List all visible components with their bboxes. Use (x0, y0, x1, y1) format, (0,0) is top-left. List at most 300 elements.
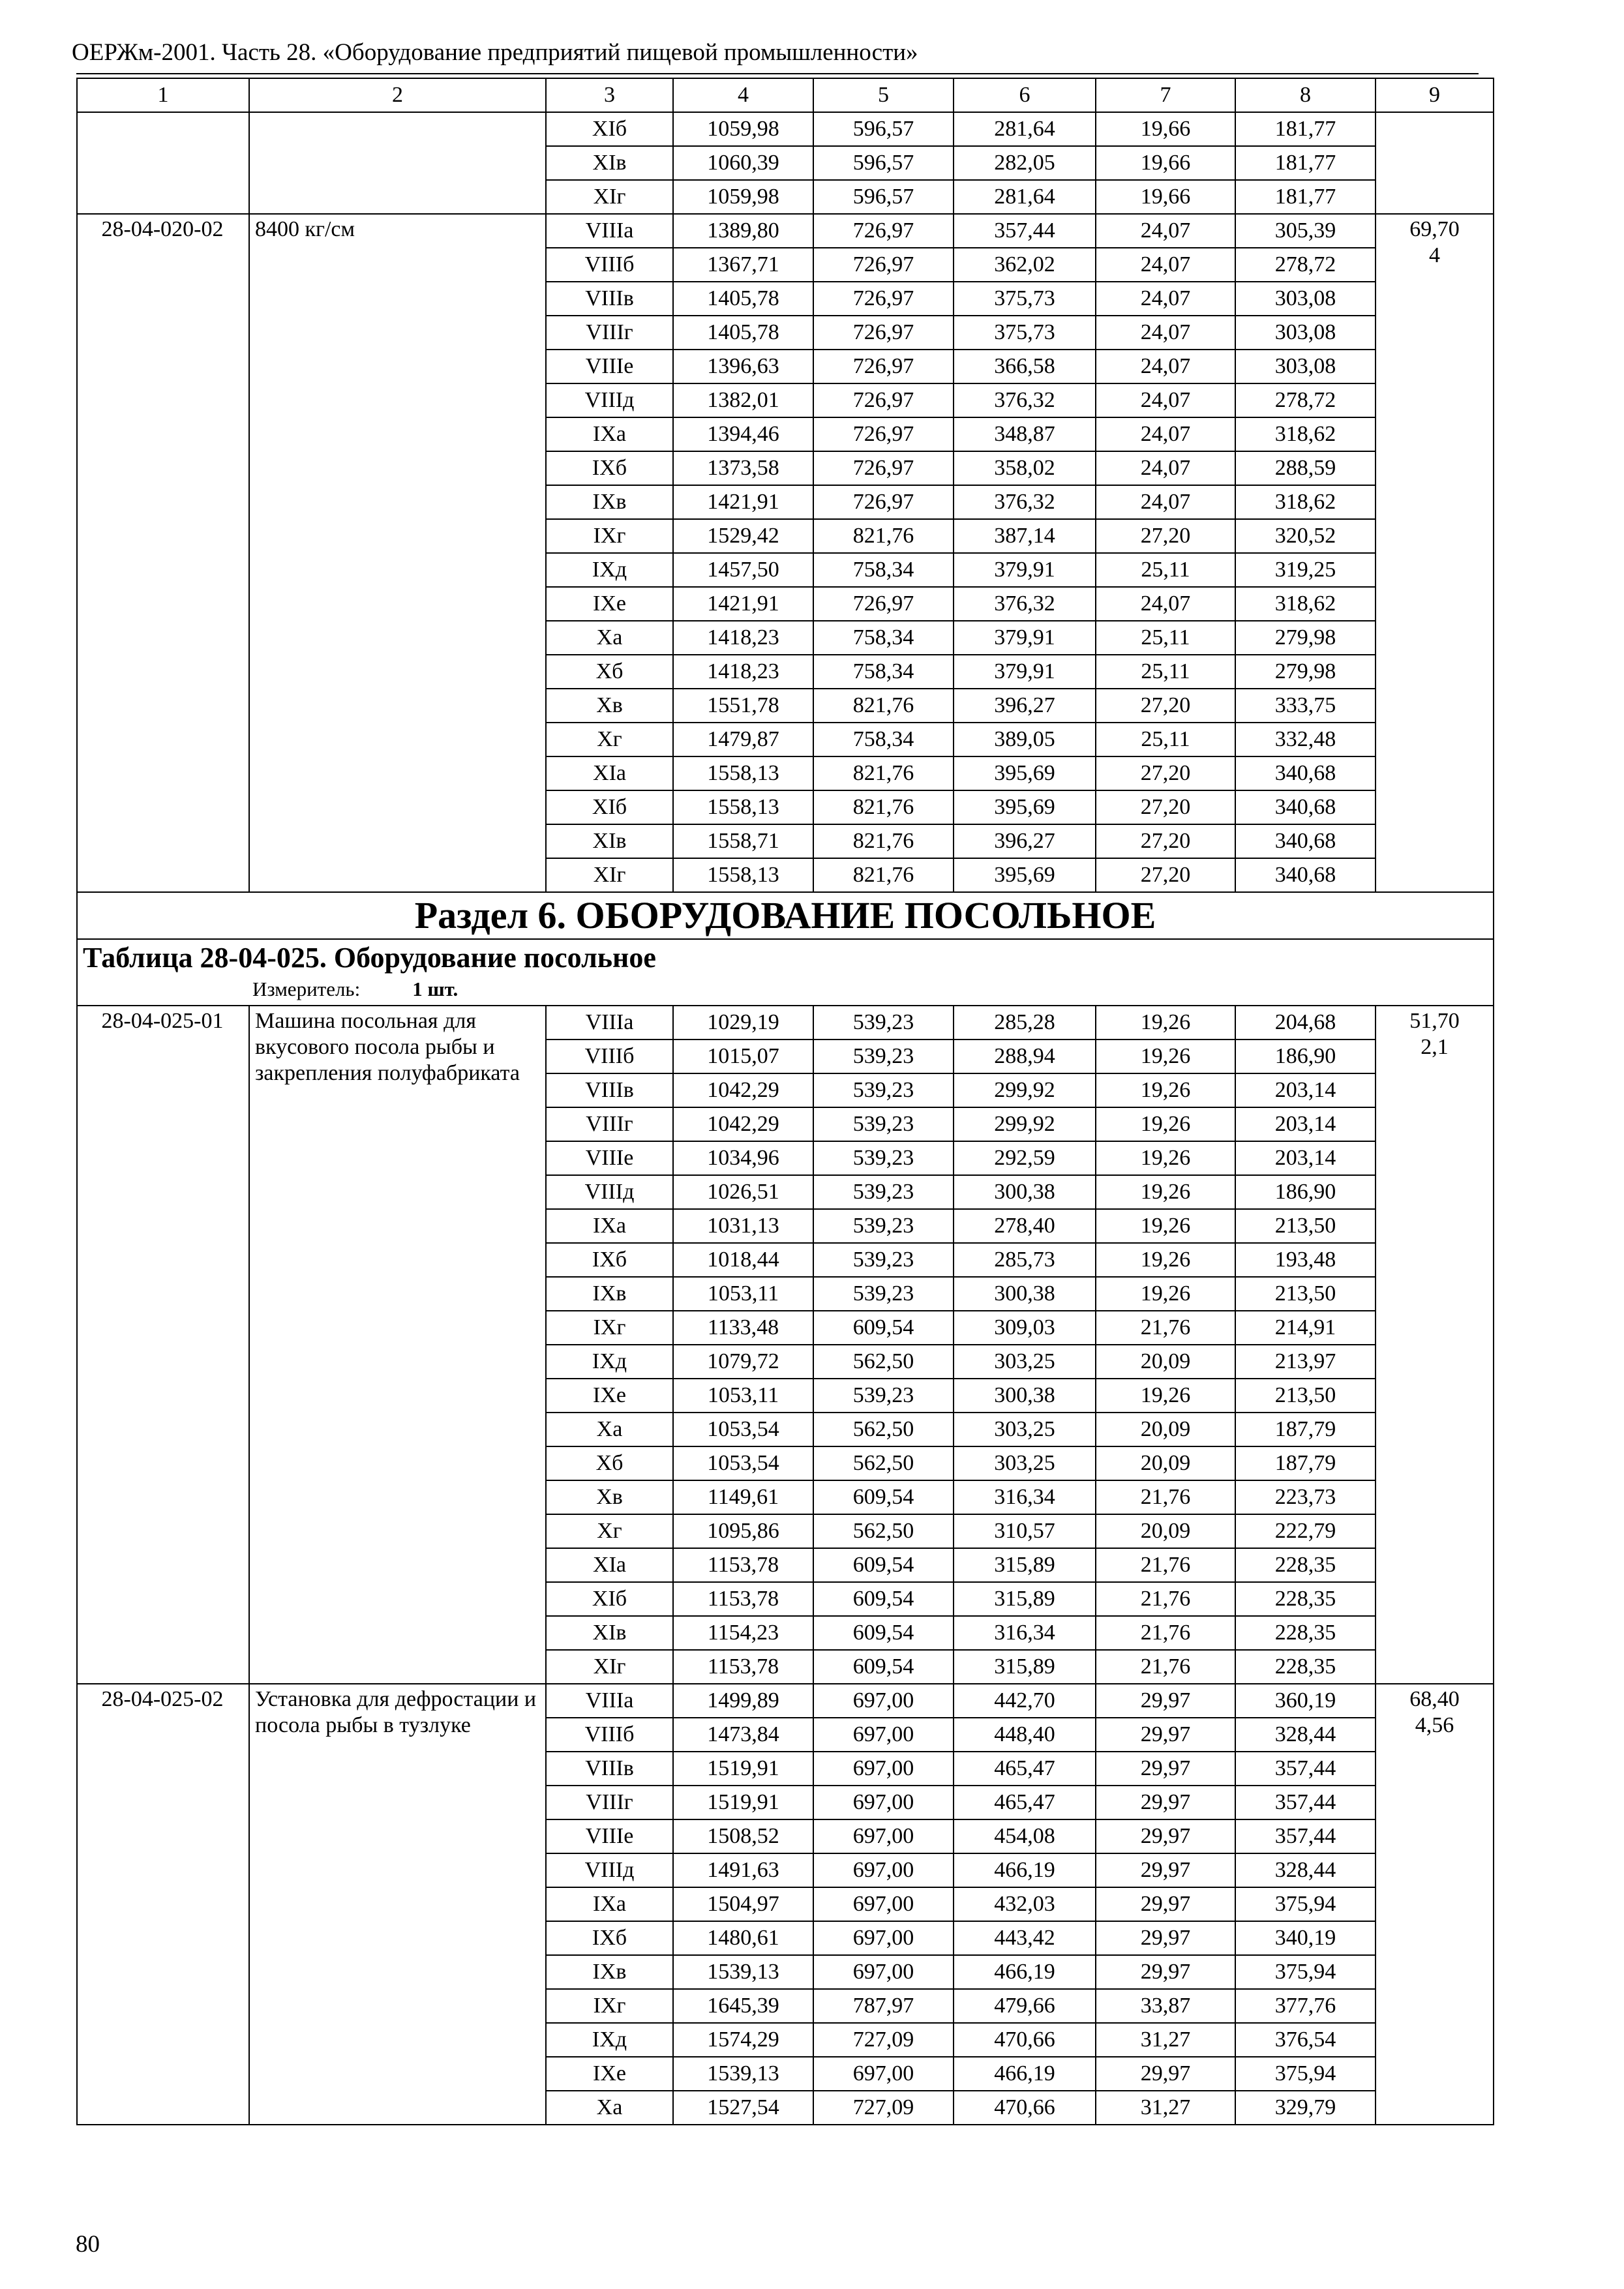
materials-cost: 213,50 (1235, 1379, 1376, 1413)
machinist-wage: 25,11 (1096, 723, 1235, 756)
total-cost: 1053,54 (673, 1446, 813, 1480)
machine-cost: 300,38 (954, 1379, 1096, 1413)
total-cost: 1394,46 (673, 417, 813, 451)
labor-cost: 596,57 (813, 112, 954, 146)
labor-hours: 68,40 (1409, 1687, 1460, 1711)
total-cost: 1026,51 (673, 1175, 813, 1209)
region-code: IXд (546, 1345, 673, 1379)
total-cost: 1042,29 (673, 1107, 813, 1141)
total-cost: 1154,23 (673, 1616, 813, 1650)
labor-cost: 609,54 (813, 1650, 954, 1684)
machinist-wage: 27,20 (1096, 824, 1235, 858)
region-code: Xв (546, 689, 673, 723)
column-number: 3 (546, 78, 673, 112)
materials-cost: 377,76 (1235, 1989, 1376, 2023)
machinist-wage: 21,76 (1096, 1616, 1235, 1650)
total-cost: 1031,13 (673, 1209, 813, 1243)
labor-cost: 726,97 (813, 383, 954, 417)
machinist-wage: 29,97 (1096, 1752, 1235, 1786)
machine-cost: 281,64 (954, 112, 1096, 146)
region-code: IXе (546, 2057, 673, 2091)
region-code: VIIIв (546, 282, 673, 316)
machine-cost: 379,91 (954, 621, 1096, 655)
machine-cost: 362,02 (954, 248, 1096, 282)
machine-cost: 466,19 (954, 1853, 1096, 1887)
table-body (77, 78, 1494, 2125)
materials-cost: 340,68 (1235, 790, 1376, 824)
region-code: IXб (546, 1243, 673, 1277)
materials-cost: 214,91 (1235, 1311, 1376, 1345)
labor-cost: 539,23 (813, 1107, 954, 1141)
region-code: XIг (546, 858, 673, 892)
labor-cost: 697,00 (813, 1718, 954, 1752)
total-cost: 1095,86 (673, 1514, 813, 1548)
labor-cost: 726,97 (813, 248, 954, 282)
materials-cost: 340,68 (1235, 858, 1376, 892)
machine-cost: 470,66 (954, 2091, 1096, 2125)
region-code: IXг (546, 1311, 673, 1345)
materials-cost: 357,44 (1235, 1786, 1376, 1819)
labor-cost: 821,76 (813, 858, 954, 892)
region-code: VIIIа (546, 1006, 673, 1040)
machine-cost: 479,66 (954, 1989, 1096, 2023)
machinist-wage: 24,07 (1096, 485, 1235, 519)
region-code: IXа (546, 1209, 673, 1243)
materials-cost: 228,35 (1235, 1616, 1376, 1650)
region-code: XIг (546, 180, 673, 214)
materials-cost: 318,62 (1235, 485, 1376, 519)
machinist-wage: 19,26 (1096, 1141, 1235, 1175)
region-code: VIIIд (546, 1853, 673, 1887)
materials-cost: 203,14 (1235, 1107, 1376, 1141)
region-code: VIIIа (546, 1684, 673, 1718)
total-cost: 1373,58 (673, 451, 813, 485)
machine-hours: 4,56 (1415, 1713, 1454, 1737)
labor-cost: 609,54 (813, 1480, 954, 1514)
materials-cost: 223,73 (1235, 1480, 1376, 1514)
machine-cost: 288,94 (954, 1040, 1096, 1073)
machinist-wage: 21,76 (1096, 1650, 1235, 1684)
labor-cost: 539,23 (813, 1379, 954, 1413)
region-code: IXд (546, 2023, 673, 2057)
machine-cost: 303,25 (954, 1413, 1096, 1446)
labor-cost: 726,97 (813, 316, 954, 350)
machine-cost: 315,89 (954, 1548, 1096, 1582)
labor-cost: 726,97 (813, 417, 954, 451)
region-code: IXе (546, 587, 673, 621)
materials-cost: 328,44 (1235, 1853, 1376, 1887)
machine-cost: 278,40 (954, 1209, 1096, 1243)
machine-cost: 465,47 (954, 1786, 1096, 1819)
machinist-wage: 31,27 (1096, 2023, 1235, 2057)
machine-hours: 2,1 (1421, 1035, 1449, 1059)
column-number: 1 (77, 78, 249, 112)
labor-cost: 539,23 (813, 1141, 954, 1175)
labor-cost: 697,00 (813, 1819, 954, 1853)
region-code: VIIIа (546, 214, 673, 248)
item-code: 28-04-025-01 (77, 1006, 249, 1684)
materials-cost: 332,48 (1235, 723, 1376, 756)
total-cost: 1133,48 (673, 1311, 813, 1345)
materials-cost: 228,35 (1235, 1650, 1376, 1684)
region-code: VIIIг (546, 1107, 673, 1141)
machine-cost: 396,27 (954, 824, 1096, 858)
machinist-wage: 19,26 (1096, 1006, 1235, 1040)
total-cost: 1153,78 (673, 1582, 813, 1616)
materials-cost: 193,48 (1235, 1243, 1376, 1277)
labor-cost: 697,00 (813, 2057, 954, 2091)
column-number: 4 (673, 78, 813, 112)
region-code: VIIIе (546, 1819, 673, 1853)
labor-cost: 821,76 (813, 689, 954, 723)
labor-cost: 821,76 (813, 790, 954, 824)
labor-cost: 821,76 (813, 756, 954, 790)
materials-cost: 222,79 (1235, 1514, 1376, 1548)
region-code: IXб (546, 1921, 673, 1955)
machinist-wage: 29,97 (1096, 2057, 1235, 2091)
materials-cost: 213,50 (1235, 1209, 1376, 1243)
machinist-wage: 19,26 (1096, 1209, 1235, 1243)
total-cost: 1519,91 (673, 1786, 813, 1819)
materials-cost: 213,97 (1235, 1345, 1376, 1379)
labor-cost: 539,23 (813, 1040, 954, 1073)
machinist-wage: 20,09 (1096, 1413, 1235, 1446)
machinist-wage: 29,97 (1096, 1921, 1235, 1955)
machinist-wage: 24,07 (1096, 383, 1235, 417)
machinist-wage: 27,20 (1096, 756, 1235, 790)
total-cost: 1029,19 (673, 1006, 813, 1040)
machinist-wage: 19,26 (1096, 1040, 1235, 1073)
total-cost: 1527,54 (673, 2091, 813, 2125)
labor-cost: 697,00 (813, 1921, 954, 1955)
machine-cost: 300,38 (954, 1277, 1096, 1311)
region-code: XIг (546, 1650, 673, 1684)
column-number: 2 (249, 78, 546, 112)
machine-cost: 375,73 (954, 316, 1096, 350)
region-code: Xа (546, 2091, 673, 2125)
machinist-wage: 33,87 (1096, 1989, 1235, 2023)
machine-cost: 442,70 (954, 1684, 1096, 1718)
machine-cost: 443,42 (954, 1921, 1096, 1955)
page-number: 80 (76, 2231, 100, 2258)
total-cost: 1551,78 (673, 689, 813, 723)
region-code: VIIIг (546, 316, 673, 350)
labor-cost: 758,34 (813, 655, 954, 689)
total-cost: 1418,23 (673, 655, 813, 689)
machinist-wage: 24,07 (1096, 316, 1235, 350)
materials-cost: 181,77 (1235, 146, 1376, 180)
machinist-wage: 24,07 (1096, 214, 1235, 248)
region-code: XIб (546, 790, 673, 824)
region-code: Xг (546, 1514, 673, 1548)
region-code: IXв (546, 1277, 673, 1311)
machine-cost: 358,02 (954, 451, 1096, 485)
machinist-wage: 29,97 (1096, 1819, 1235, 1853)
region-code: Xв (546, 1480, 673, 1514)
section-row (77, 892, 1494, 939)
materials-cost: 333,75 (1235, 689, 1376, 723)
materials-cost: 203,14 (1235, 1141, 1376, 1175)
machine-cost: 315,89 (954, 1650, 1096, 1684)
machinist-wage: 19,26 (1096, 1277, 1235, 1311)
labor-cost: 821,76 (813, 824, 954, 858)
machinist-wage: 21,76 (1096, 1311, 1235, 1345)
materials-cost: 186,90 (1235, 1175, 1376, 1209)
machinist-wage: 19,26 (1096, 1107, 1235, 1141)
materials-cost: 288,59 (1235, 451, 1376, 485)
total-cost: 1382,01 (673, 383, 813, 417)
item-code: 28-04-025-02 (77, 1684, 249, 2125)
materials-cost: 303,08 (1235, 282, 1376, 316)
machinist-wage: 29,97 (1096, 1955, 1235, 1989)
machine-cost: 316,34 (954, 1616, 1096, 1650)
labor-cost: 787,97 (813, 1989, 954, 2023)
machinist-wage: 25,11 (1096, 553, 1235, 587)
region-code: XIб (546, 1582, 673, 1616)
machinist-wage: 24,07 (1096, 282, 1235, 316)
materials-cost: 303,08 (1235, 350, 1376, 383)
machinist-wage: 27,20 (1096, 519, 1235, 553)
machinist-wage: 29,97 (1096, 1718, 1235, 1752)
labor-cost: 697,00 (813, 1786, 954, 1819)
total-cost: 1508,52 (673, 1819, 813, 1853)
machine-cost: 357,44 (954, 214, 1096, 248)
table-title: Таблица 28-04-025. Оборудование посольное (83, 942, 656, 974)
labor-cost: 562,50 (813, 1514, 954, 1548)
labor-cost: 758,34 (813, 723, 954, 756)
machine-cost: 316,34 (954, 1480, 1096, 1514)
machine-cost: 300,38 (954, 1175, 1096, 1209)
machine-cost: 299,92 (954, 1107, 1096, 1141)
machine-cost: 375,73 (954, 282, 1096, 316)
machine-cost: 466,19 (954, 2057, 1096, 2091)
total-cost: 1149,61 (673, 1480, 813, 1514)
total-cost: 1480,61 (673, 1921, 813, 1955)
region-code: IXв (546, 1955, 673, 1989)
machine-cost: 448,40 (954, 1718, 1096, 1752)
labor-cost: 821,76 (813, 519, 954, 553)
machine-cost: 454,08 (954, 1819, 1096, 1853)
labor-metrics (1376, 1684, 1494, 2125)
machine-cost: 299,92 (954, 1073, 1096, 1107)
labor-cost: 697,00 (813, 1752, 954, 1786)
materials-cost: 340,19 (1235, 1921, 1376, 1955)
materials-cost: 360,19 (1235, 1684, 1376, 1718)
table-row (77, 112, 1494, 146)
region-code: VIIIг (546, 1786, 673, 1819)
labor-hours: 69,70 (1409, 217, 1460, 241)
total-cost: 1519,91 (673, 1752, 813, 1786)
machinist-wage: 19,26 (1096, 1379, 1235, 1413)
materials-cost: 279,98 (1235, 621, 1376, 655)
total-cost: 1558,13 (673, 756, 813, 790)
total-cost: 1153,78 (673, 1548, 813, 1582)
labor-cost: 758,34 (813, 621, 954, 655)
total-cost: 1645,39 (673, 1989, 813, 2023)
machine-cost: 395,69 (954, 756, 1096, 790)
price-table (76, 78, 1494, 2125)
labor-cost: 539,23 (813, 1243, 954, 1277)
total-cost: 1491,63 (673, 1853, 813, 1887)
region-code: XIв (546, 146, 673, 180)
machine-cost: 366,58 (954, 350, 1096, 383)
region-code: VIIIб (546, 248, 673, 282)
page-header: ОЕРЖм-2001. Часть 28. «Оборудование предприятий пищевой промышленности» (72, 39, 918, 66)
materials-cost: 375,94 (1235, 1887, 1376, 1921)
machinist-wage: 29,97 (1096, 1786, 1235, 1819)
labor-metrics (1376, 112, 1494, 214)
total-cost: 1053,54 (673, 1413, 813, 1446)
machinist-wage: 29,97 (1096, 1684, 1235, 1718)
materials-cost: 329,79 (1235, 2091, 1376, 2125)
machine-cost: 281,64 (954, 180, 1096, 214)
machinist-wage: 20,09 (1096, 1514, 1235, 1548)
machinist-wage: 27,20 (1096, 858, 1235, 892)
total-cost: 1059,98 (673, 180, 813, 214)
total-cost: 1396,63 (673, 350, 813, 383)
meter-value: 1 шт. (412, 978, 459, 1000)
total-cost: 1060,39 (673, 146, 813, 180)
materials-cost: 181,77 (1235, 180, 1376, 214)
materials-cost: 187,79 (1235, 1413, 1376, 1446)
materials-cost: 204,68 (1235, 1006, 1376, 1040)
machinist-wage: 19,66 (1096, 146, 1235, 180)
machine-cost: 303,25 (954, 1446, 1096, 1480)
region-code: XIб (546, 112, 673, 146)
item-name: Установка для дефростации и посола рыбы в тузлуке (249, 1684, 546, 2125)
labor-cost: 596,57 (813, 180, 954, 214)
machinist-wage: 19,26 (1096, 1073, 1235, 1107)
labor-cost: 697,00 (813, 1955, 954, 1989)
region-code: IXа (546, 417, 673, 451)
total-cost: 1042,29 (673, 1073, 813, 1107)
materials-cost: 319,25 (1235, 553, 1376, 587)
table-row (77, 1006, 1494, 1040)
total-cost: 1418,23 (673, 621, 813, 655)
machinist-wage: 27,20 (1096, 790, 1235, 824)
total-cost: 1405,78 (673, 316, 813, 350)
labor-cost: 539,23 (813, 1277, 954, 1311)
total-cost: 1574,29 (673, 2023, 813, 2057)
machinist-wage: 24,07 (1096, 451, 1235, 485)
table-row (77, 1684, 1494, 1718)
item-name: 8400 кг/см (249, 214, 546, 892)
machine-cost: 395,69 (954, 858, 1096, 892)
section-title: Раздел 6. ОБОРУДОВАНИЕ ПОСОЛЬНОЕ (77, 892, 1494, 939)
materials-cost: 318,62 (1235, 417, 1376, 451)
machinist-wage: 25,11 (1096, 621, 1235, 655)
labor-cost: 697,00 (813, 1853, 954, 1887)
region-code: VIIIе (546, 350, 673, 383)
total-cost: 1558,71 (673, 824, 813, 858)
region-code: Xг (546, 723, 673, 756)
machine-cost: 379,91 (954, 553, 1096, 587)
total-cost: 1079,72 (673, 1345, 813, 1379)
machinist-wage: 24,07 (1096, 248, 1235, 282)
machinist-wage: 25,11 (1096, 655, 1235, 689)
region-code: VIIIв (546, 1073, 673, 1107)
materials-cost: 340,68 (1235, 824, 1376, 858)
machine-cost: 285,28 (954, 1006, 1096, 1040)
labor-cost: 726,97 (813, 282, 954, 316)
labor-cost: 539,23 (813, 1209, 954, 1243)
materials-cost: 186,90 (1235, 1040, 1376, 1073)
machinist-wage: 20,09 (1096, 1446, 1235, 1480)
materials-cost: 278,72 (1235, 248, 1376, 282)
labor-cost: 726,97 (813, 350, 954, 383)
total-cost: 1539,13 (673, 1955, 813, 1989)
materials-cost: 228,35 (1235, 1582, 1376, 1616)
materials-cost: 187,79 (1235, 1446, 1376, 1480)
total-cost: 1367,71 (673, 248, 813, 282)
machine-cost: 315,89 (954, 1582, 1096, 1616)
total-cost: 1421,91 (673, 485, 813, 519)
labor-hours: 51,70 (1409, 1009, 1460, 1033)
region-code: XIв (546, 1616, 673, 1650)
machine-cost: 396,27 (954, 689, 1096, 723)
labor-cost: 697,00 (813, 1887, 954, 1921)
machinist-wage: 21,76 (1096, 1582, 1235, 1616)
region-code: VIIIб (546, 1040, 673, 1073)
machine-cost: 348,87 (954, 417, 1096, 451)
machinist-wage: 29,97 (1096, 1853, 1235, 1887)
machine-cost: 432,03 (954, 1887, 1096, 1921)
materials-cost: 213,50 (1235, 1277, 1376, 1311)
column-number: 9 (1376, 78, 1494, 112)
table-title-cell (77, 939, 1494, 1006)
labor-cost: 726,97 (813, 214, 954, 248)
meter-line (83, 976, 1493, 1002)
materials-cost: 376,54 (1235, 2023, 1376, 2057)
item-code: 28-04-020-02 (77, 214, 249, 892)
machine-cost: 376,32 (954, 485, 1096, 519)
region-code: Xа (546, 621, 673, 655)
machine-cost: 376,32 (954, 587, 1096, 621)
column-number-row (77, 78, 1494, 112)
materials-cost: 340,68 (1235, 756, 1376, 790)
materials-cost: 181,77 (1235, 112, 1376, 146)
region-code: IXв (546, 485, 673, 519)
item-name: Машина посольная для вкусового посола рыбы и закрепления полуфабриката (249, 1006, 546, 1684)
materials-cost: 228,35 (1235, 1548, 1376, 1582)
region-code: Xа (546, 1413, 673, 1446)
machinist-wage: 19,26 (1096, 1175, 1235, 1209)
meter-label: Измеритель: (252, 978, 361, 1000)
region-code: IXе (546, 1379, 673, 1413)
materials-cost: 318,62 (1235, 587, 1376, 621)
machine-cost: 470,66 (954, 2023, 1096, 2057)
machine-cost: 389,05 (954, 723, 1096, 756)
machinist-wage: 21,76 (1096, 1480, 1235, 1514)
machine-cost: 303,25 (954, 1345, 1096, 1379)
total-cost: 1421,91 (673, 587, 813, 621)
region-code: VIIIд (546, 383, 673, 417)
total-cost: 1053,11 (673, 1277, 813, 1311)
total-cost: 1499,89 (673, 1684, 813, 1718)
total-cost: 1473,84 (673, 1718, 813, 1752)
machinist-wage: 24,07 (1096, 417, 1235, 451)
total-cost: 1539,13 (673, 2057, 813, 2091)
table-row (77, 214, 1494, 248)
region-code: XIв (546, 824, 673, 858)
labor-cost: 539,23 (813, 1073, 954, 1107)
machinist-wage: 31,27 (1096, 2091, 1235, 2125)
machine-cost: 395,69 (954, 790, 1096, 824)
machine-hours: 4 (1429, 243, 1440, 267)
labor-cost: 539,23 (813, 1175, 954, 1209)
total-cost: 1558,13 (673, 858, 813, 892)
materials-cost: 305,39 (1235, 214, 1376, 248)
